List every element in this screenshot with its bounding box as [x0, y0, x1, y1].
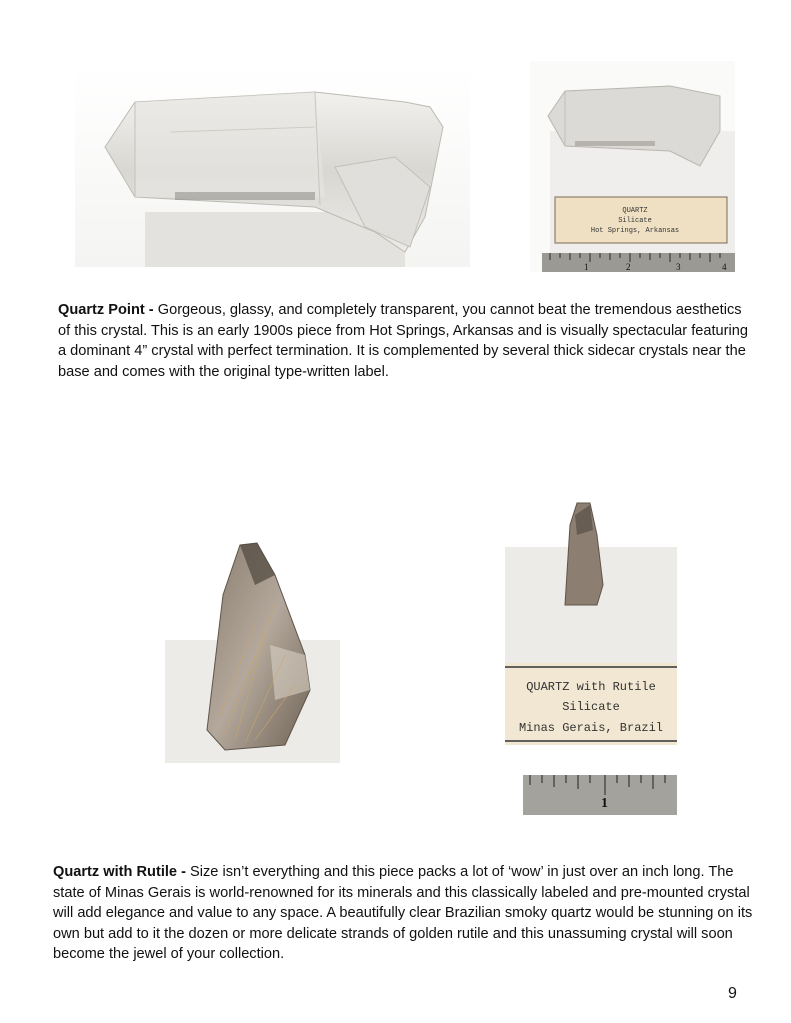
ruler-number-3: 3	[676, 262, 681, 272]
label-line-3: Hot Springs, Arkansas	[590, 227, 680, 235]
quartz-point-photo	[75, 67, 470, 267]
ruler-number-1: 1	[584, 262, 589, 272]
quartz-point-label-photo	[530, 61, 735, 272]
label-line-3: Minas Gerais, Brazil	[518, 721, 664, 735]
rutile-quartz-photo	[165, 515, 340, 763]
quartz-point-description	[58, 300, 748, 382]
ruler-number-4: 4	[722, 262, 727, 272]
quartz-point-body: Gorgeous, glassy, and completely transparent, you cannot beat the tremendous aesthetics of this crystal. This is an early 1900s piece from Hot Springs, Arkansas and is visually spectacular featuring a dominant 4” crystal with perfect termination. It is complemented by several thick sidecar crystals near the base and comes with the original type-written label.	[58, 302, 749, 380]
label-line-1: QUARTZ	[622, 207, 648, 215]
rutile-quartz-body: Size isn’t everything and this piece packs a lot of ‘wow’ in just over an inch long. The state of Minas Gerais is world-renowned for its minerals and this classically labeled and pre-mounted crystal will add elegance and value to any space. A beautifully clear Brazilian smoky quartz would be stunning on its own but add to it the dozen or more delicate strands of golden rutile and this unassuming crystal will soon become the jewel of your collection.	[53, 864, 753, 963]
rutile-quartz-description	[53, 862, 753, 965]
page-number: 9	[728, 985, 737, 1002]
label-line-2: Silicate	[618, 217, 652, 225]
rutile-quartz-title: Quartz with Rutile -	[53, 864, 191, 880]
label-line-2: Silicate	[562, 700, 620, 714]
ruler-number-2: 2	[626, 262, 631, 272]
rutile-quartz-label-photo	[505, 485, 677, 815]
quartz-point-title: Quartz Point -	[58, 302, 158, 318]
ruler-number: 1	[601, 796, 608, 811]
label-line-1: QUARTZ with Rutile	[526, 680, 656, 694]
